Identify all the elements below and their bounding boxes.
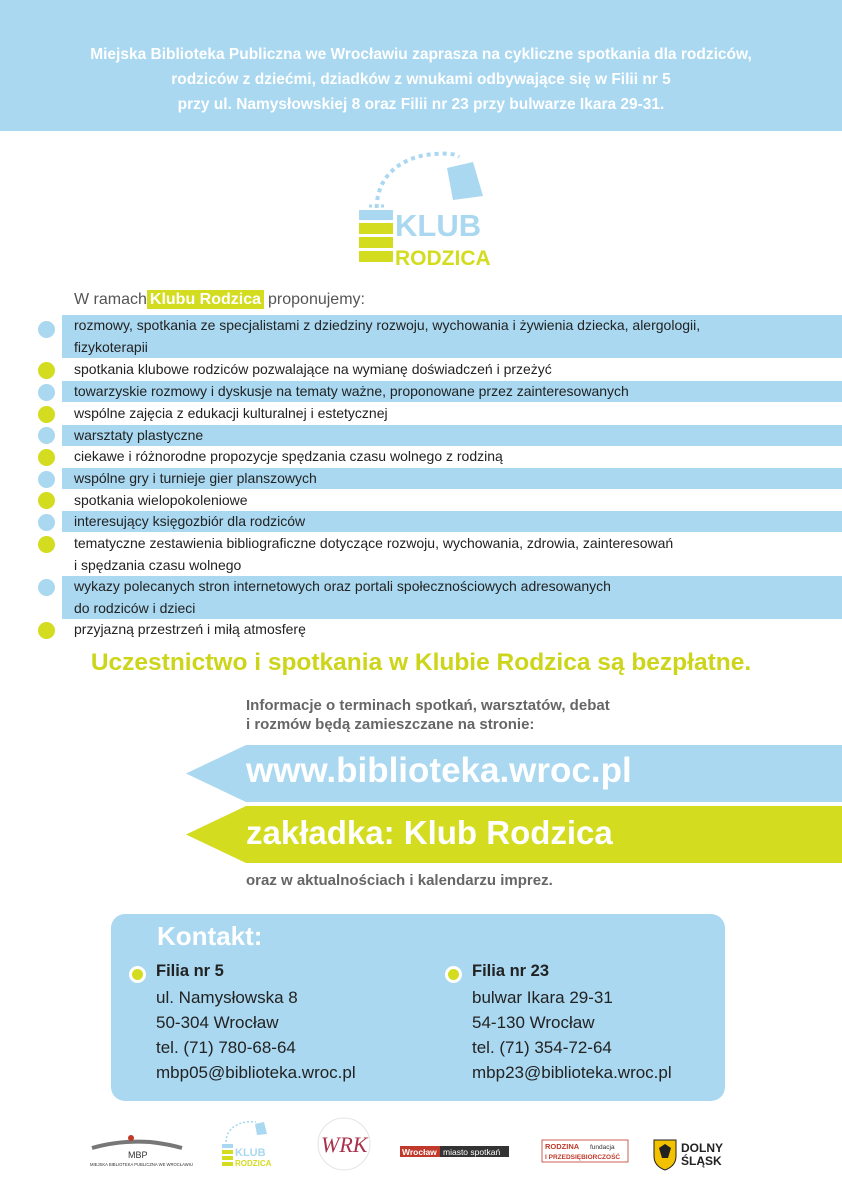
bullet-dot-icon [38, 362, 55, 379]
info-line-1: Informacje o terminach spotkań, warsztatów, debat [246, 697, 610, 714]
bullet-dot-icon [38, 536, 55, 553]
rodzina-i-przedsiebiorczosc-logo [542, 1140, 628, 1162]
branch-city: 50-304 Wrocław [156, 1013, 279, 1032]
wrk-logo [318, 1118, 370, 1170]
header-line-3: przy ul. Namysłowskiej 8 oraz Filii nr 23 przy bulwarze Ikara 29-31. [177, 96, 665, 113]
list-item: rozmowy, spotkania ze specjalistami z dziedziny rozwoju, wychowania i żywienia dziecka, alergologii, fizykoterapii [62, 315, 842, 358]
list-item: wspólne zajęcia z edukacji kulturalnej i estetycznej [74, 405, 388, 421]
bullet-dot-icon [38, 622, 55, 639]
header-line-2: rodziców z dziećmi, dziadków z wnukami odbywające się w Filii nr 5 [171, 71, 671, 88]
top-banner [0, 0, 842, 131]
book-icon [359, 237, 393, 248]
bullet-dot-icon [129, 966, 146, 983]
svg-text:ŚLĄSK: ŚLĄSK [681, 1154, 722, 1168]
lamp-arm [377, 154, 459, 216]
mbp-logo [90, 1135, 193, 1167]
logo-word-klub: KLUB [395, 208, 482, 243]
branch-name: Filia nr 23 [472, 962, 550, 980]
list-item: przyjazną przestrzeń i miłą atmosferę [74, 621, 306, 637]
info-after: oraz w aktualnościach i kalendarzu imprez. [246, 872, 553, 889]
bullet-dot-icon [38, 384, 55, 401]
logo-word-rodzica: RODZICA [395, 247, 491, 270]
list-item: wspólne gry i turnieje gier planszowych [62, 468, 842, 489]
svg-text:KLUB: KLUB [235, 1147, 266, 1159]
svg-text:Wrocław: Wrocław [402, 1147, 437, 1157]
list-item: wykazy polecanych stron internetowych oraz portali społecznościowych adresowanych do rodziców i dzieci [62, 576, 842, 619]
bullet-dot-icon [38, 449, 55, 466]
book-icon [359, 210, 393, 220]
list-item: spotkania wielopokoleniowe [74, 492, 248, 508]
website-link[interactable]: www.biblioteka.wroc.pl [246, 751, 632, 790]
branch-name: Filia nr 5 [156, 962, 224, 980]
contact-title: Kontakt: [157, 921, 263, 951]
bullet-dot-icon [38, 492, 55, 509]
svg-text:RODZICA: RODZICA [235, 1159, 272, 1168]
bullet-dot-icon [38, 321, 55, 338]
bullet-dot-icon [38, 579, 55, 596]
header-line-1: Miejska Biblioteka Publiczna we Wrocławiu zaprasza na cykliczne spotkania dla rodziców, [90, 46, 752, 63]
sponsor-logos [0, 1110, 842, 1180]
svg-text:I PRZEDSIĘBIORCZOŚĆ: I PRZEDSIĘBIORCZOŚĆ [545, 1154, 621, 1161]
branch-email[interactable]: mbp23@biblioteka.wroc.pl [472, 1063, 672, 1082]
branch-phone[interactable]: tel. (71) 354-72-64 [472, 1038, 612, 1057]
list-item: warsztaty plastyczne [62, 425, 842, 446]
svg-text:MBP: MBP [128, 1150, 148, 1160]
svg-text:RODZINA: RODZINA [545, 1142, 580, 1151]
svg-text:MIEJSKA BIBLIOTEKA PUBLICZNA W: MIEJSKA BIBLIOTEKA PUBLICZNA WE WROCŁAWIU [90, 1162, 193, 1167]
svg-text:DOLNY: DOLNY [681, 1141, 723, 1155]
list-item: towarzyskie rozmowy i dyskusje na tematy ważne, proponowane przez zainteresowanych [62, 381, 842, 402]
svg-text:fundacja: fundacja [590, 1144, 615, 1151]
bullet-dot-icon [38, 427, 55, 444]
list-item: spotkania klubowe rodziców pozwalające na wymianę doświadczeń i przeżyć [74, 361, 552, 377]
bullet-dot-icon [38, 471, 55, 488]
info-line-2: i rozmów będą zamieszczane na stronie: [246, 716, 535, 733]
branch-street: bulwar Ikara 29-31 [472, 988, 613, 1007]
tab-name: zakładka: Klub Rodzica [246, 814, 613, 851]
bullet-dot-icon [38, 406, 55, 423]
intro-text [74, 289, 365, 311]
klub-rodzica-small-logo [222, 1122, 272, 1168]
book-icon [359, 223, 393, 234]
intro-before: W ramach [74, 291, 147, 308]
book-icon [359, 251, 393, 262]
svg-text:miasto spotkań: miasto spotkań [443, 1147, 501, 1157]
intro-highlight: Klubu Rodzica [147, 290, 264, 309]
list-item: ciekawe i różnorodne propozycje spędzania czasu wolnego z rodziną [74, 448, 503, 464]
klub-rodzica-logo [355, 148, 515, 273]
intro-after: proponujemy: [268, 291, 365, 308]
branch-street: ul. Namysłowska 8 [156, 988, 298, 1007]
wroclaw-logo [400, 1146, 509, 1157]
branch-email[interactable]: mbp05@biblioteka.wroc.pl [156, 1063, 356, 1082]
list-item: tematyczne zestawienia bibliograficzne dotyczące rozwoju, wychowania, zdrowia, zainteresowań i spędzania czasu wolnego [74, 535, 674, 573]
branch-phone[interactable]: tel. (71) 780-68-64 [156, 1038, 296, 1057]
free-notice: Uczestnictwo i spotkania w Klubie Rodzica są bezpłatne. [90, 649, 752, 676]
svg-text:WRK: WRK [321, 1132, 368, 1157]
bullet-dot-icon [445, 966, 462, 983]
branch-city: 54-130 Wrocław [472, 1013, 595, 1032]
lamp-shade-icon [447, 162, 483, 200]
list-item: interesujący księgozbiór dla rodziców [62, 511, 842, 532]
bullet-dot-icon [38, 514, 55, 531]
dolny-slask-logo [654, 1140, 723, 1170]
